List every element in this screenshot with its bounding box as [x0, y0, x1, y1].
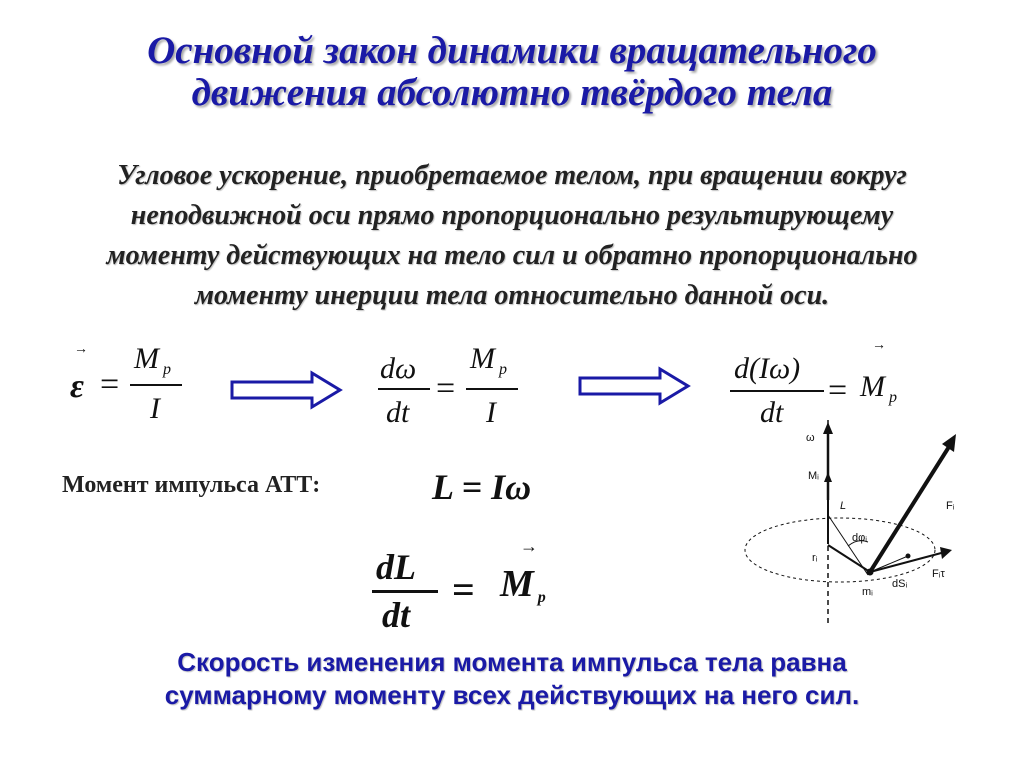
vector-arrow: →: [520, 536, 538, 556]
equals-sign: =: [452, 567, 475, 612]
fraction-numerator: d(Iω): [734, 352, 801, 385]
dphi-label: dφᵢ: [852, 532, 867, 544]
vector-arrow: →: [74, 342, 88, 357]
fraction-numerator: dL: [376, 547, 416, 587]
l-label: L: [840, 500, 847, 512]
radius-label: rᵢ: [812, 552, 818, 564]
moment-i-label: Mᵢ: [808, 470, 819, 482]
fraction-denominator: dt: [386, 396, 410, 429]
radius-vector: [828, 545, 870, 572]
law-statement: [10, 156, 1014, 316]
displaced-point: [906, 554, 911, 559]
fraction-denominator: dt: [760, 396, 784, 429]
statement-line-4: моменту инерции тела относительно данной оси.: [194, 280, 830, 311]
epsilon-symbol: ε: [70, 368, 84, 405]
fraction-denominator: I: [486, 396, 496, 429]
fraction-numerator: M $_p$: [470, 342, 507, 378]
formula-angular-momentum: L = Iω: [432, 467, 532, 507]
conclusion-line-1: Скорость изменения момента импульса тела равна: [177, 647, 847, 677]
fraction-numerator: dω: [380, 352, 417, 385]
statement-line-2: неподвижной оси прямо пропорционально результирующему: [130, 200, 894, 231]
page-title: [0, 30, 1024, 114]
conclusion: [0, 646, 1024, 712]
title-line-1: Основной закон динамики вращательного: [147, 29, 877, 72]
mass-point: [867, 569, 874, 576]
moment-symbol: M $_p$: [860, 370, 897, 406]
title-line-2: движения абсолютно твёрдого тела: [191, 71, 833, 114]
force-label: Fᵢ: [946, 500, 955, 512]
fraction-bar: [130, 384, 182, 386]
fraction-bar: [466, 388, 518, 390]
statement-line-3: моменту действующих на тело сил и обратно пропорционально: [106, 240, 918, 271]
fraction-numerator: M $_p$: [134, 342, 171, 378]
rotation-diagram: [730, 420, 1010, 630]
mass-label: mᵢ: [862, 586, 873, 598]
rotation-orbit: [745, 518, 935, 582]
momentum-label: Момент импульса АТТ:: [62, 472, 321, 498]
equals-sign: =: [100, 366, 120, 403]
fraction-bar: [378, 388, 430, 390]
implies-arrow-1: [230, 370, 345, 410]
moment-symbol: M $_p$: [500, 563, 546, 606]
omega-label: ω: [806, 432, 815, 444]
fraction-bar: [372, 590, 438, 593]
equals-sign: =: [436, 370, 456, 407]
tangential-force-label: Fᵢτ: [932, 568, 945, 580]
vector-arrow: →: [872, 338, 886, 353]
fraction-denominator: dt: [382, 595, 411, 635]
conclusion-line-2: суммарному моменту всех действующих на него сил.: [164, 680, 860, 710]
statement-line-1: Угловое ускорение, приобретаемое телом, при вращении вокруг: [117, 160, 907, 191]
implies-arrow-2: [578, 366, 693, 406]
equals-sign: =: [828, 372, 848, 409]
fraction-bar: [730, 390, 824, 392]
ds-label: dSᵢ: [892, 578, 908, 590]
fraction-denominator: I: [150, 392, 160, 425]
